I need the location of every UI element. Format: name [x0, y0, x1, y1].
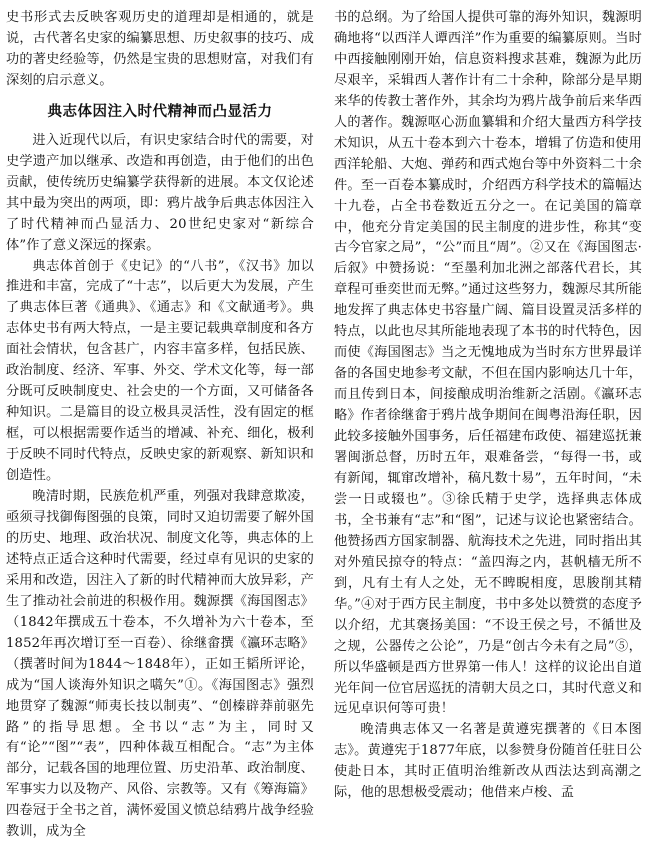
paragraph: 晚清典志体又一名著是黄遵宪撰著的《日本图志》。黄遵宪于1877年底，以参赞身份随首任驻日公使赴日本，其时正值明治维新改从西法达到高潮之际，他的思想极受震动；他借来卢梭、孟 [334, 722, 642, 801]
paragraph: 典志体首创于《史记》的“八书”，《汉书》加以推进和丰富，完成了“十志”，以后更大为发展，产生了典志体巨著《通典》、《通志》和《文献通考》。典志体史书有两大特点，一是主要记载典章制度和各方面社会情状，包含甚广，内容丰富多样，包括民族、政治制度、经济、军事、外交、学术文化等，每一部分既可反映制度史、社会史的一个方面，又可储备各种知识。二是篇目的设立极具灵活性，没有固定的框框，可以根据需要作适当的增减、补充、细化，极利于反映不同时代特点，反映史家的新观察、新知识和创造性。 [6, 258, 314, 484]
right-column [334, 8, 642, 804]
section-heading: 典志体因注入时代精神而凸显活力 [47, 103, 273, 120]
paragraph: 进入近现代以后，有识史家结合时代的需要，对史学遗产加以继承、改造和再创造，由于他们的出色贡献，使传统历史编纂学获得新的进展。本文仅论述其中最为突出的两项，即：鸦片战争后典志体因注入了时代精神而凸显活力、20世纪史家对“新综合体”作了意义深远的探索。 [6, 132, 314, 253]
left-column [6, 8, 314, 843]
paragraph: 史书形式去反映客观历史的道理却是相通的，就是说，古代著名史家的编纂思想、历史叙事的技巧、成功的著史经验等，仍然是宝贵的思想财富，对我们有深刻的启示意义。 [6, 10, 314, 88]
paragraph: 书的总纲。为了给国人提供可靠的海外知识，魏源明确地将“以西洋人谭西洋”作为重要的编纂原则。当时中西接触刚刚开始，信息资料搜求甚难，魏源为此历尽艰辛，采辑西人著作计有二十余种，除部分是早期来华的传教士著作外，其余均为鸦片战争前后来华西人的著作。魏源呕心沥血纂辑和介绍大量西方科学技术知识，从五十卷本到六十卷本，增辑了仿造和使用西洋轮船、大炮、弹药和西式炮台等中外资料二十余件。至一百卷本纂成时，介绍西方科学技术的篇幅达十九卷，占全书卷数近五分之一。在记美国的篇章中，他充分肯定美国的民主制度的进步性，称其“变古今官家之局”，“公”而且“周”。②又在《海国图志·后叙》中赞扬说：“至墨利加北洲之部落代君长，其章程可垂奕世而无弊。”通过这些努力，魏源尽其所能地发挥了典志体史书容量广阔、篇目设置灵活多样的特点，以此也尽其所能地表现了本书的时代特色，因而使《海国图志》当之无愧地成为当时东方世界最详备的各国史地参考文献，不但在国内影响达几十年，而且传到日本，间接酿成明治维新之活剧。《瀛环志略》作者徐继畲于鸦片战争期间在闽粤沿海任职，因此较多接触外国事务，后任福建布政使、福建巡抚兼署闽浙总督，历时五年，艰难备尝，“每得一书，或有新闻，辄窜改增补，稿凡数十易”，五年时间，“未尝一日或辍也”。③徐氏精于史学，选择典志体成书，全书兼有“志”和“图”，记述与议论也紧密结合。他赞扬西方国家制器、航海技术之先进，同时指出其对外殖民掠夺的特点：“盖四海之内，甚帆樯无所不到，凡有土有人之处，无不睥睨相度，思朘削其精华。”④对于西方民主制度，书中多处以赞赏的态度予以介绍，尤其褒扬美国：“不设王侯之号，不循世及之规，公器传之公论”，乃是“创古今未有之局”⑤，所以华盛顿是西方世界第一伟人！这样的议论出自道光年间一位官居巡抚的清朝大员之口，其时代意义和远见卓识何等可贵！ [334, 10, 642, 717]
paragraph: 晚清时期，民族危机严重，列强对我肆意欺凌，亟须寻找御侮图强的良策，同时又迫切需要了解外国的历史、地理、政治状况、制度文化等，典志体的上述特点正适合这种时代需要，经过卓有见识的史家的采用和改造，因注入了新的时代精神而大放异彩，产生了推动社会前进的积极作用。魏源撰《海国图志》（1842年撰成五十卷本，不久增补为六十卷本，至1852年再次增订至一百卷）、徐继畲撰《瀛环志略》（撰著时间为1844～1848年），正如王韬所评论，成为“国人谈海外知识之嚆矢”①。《海国图志》强烈地贯穿了魏源“师夷长技以制夷”、“创榛辟莽前驱先路”的指导思想。全书以“志”为主，同时又有“论”“图”“表”，四种体裁互相配合。“志”为主体部分，记载各国的地理位置、历史沿革、政治制度、军事实力以及物产、风俗、宗教等。又有《筹海篇》四卷冠于全书之首，满怀爱国义愤总结鸦片战争经验教训，成为全 [6, 489, 314, 840]
